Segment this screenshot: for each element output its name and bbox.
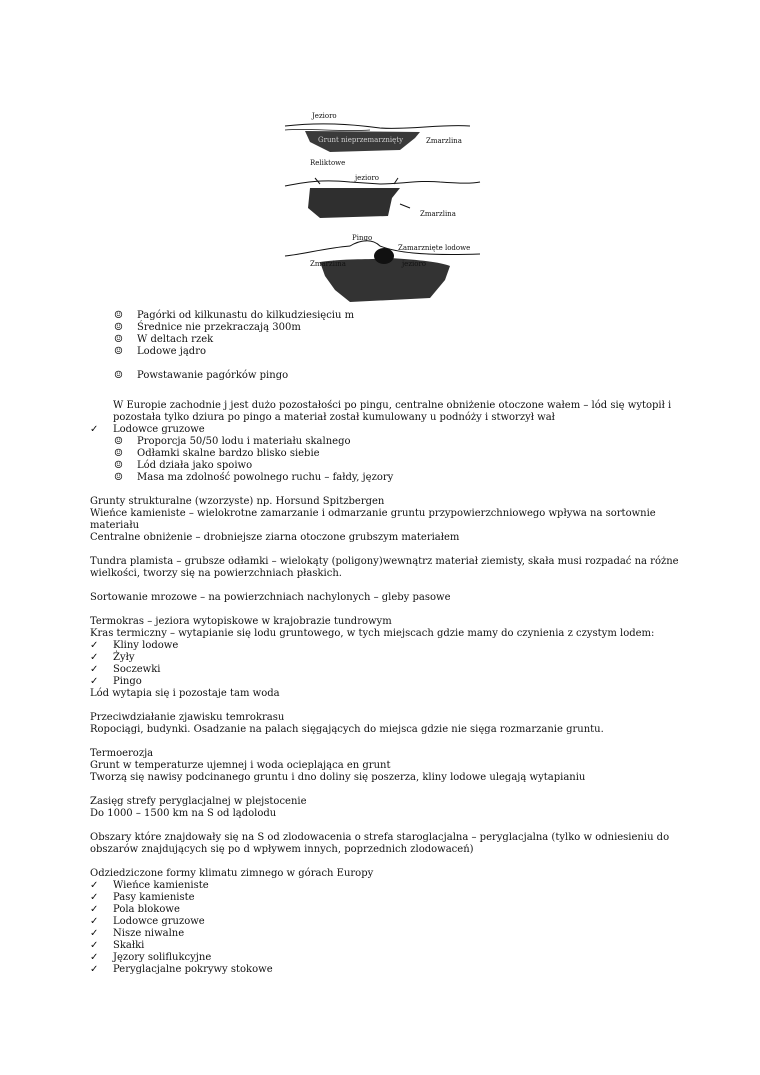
smiley-bullet: ☺ (114, 436, 123, 447)
list-item: ✓ Lodowce gruzowe (90, 424, 205, 435)
sorting-paragraph: Sortowanie mrozowe – na powierzchniach nachylonych – gleby pasowe (90, 592, 451, 603)
check-bullet: ✓ (90, 880, 99, 891)
rock-glaciers-heading-list (90, 424, 680, 436)
extent-text: Do 1000 – 1500 km na S od lądolodu (90, 808, 277, 819)
list-item: ☺ Lodowe jądro (114, 346, 207, 357)
check-bullet: ✓ (90, 676, 99, 687)
thermoerosion-text: Grunt w temperaturze ujemnej i woda ocieplająca en grunt (90, 760, 391, 771)
list-item: ✓ Lodowce gruzowe (90, 916, 205, 927)
structural-soils-title: Grunty strukturalne (wzorzyste) np. Horsund Spitzbergen (90, 496, 385, 507)
inherited-list (90, 880, 680, 976)
check-bullet: ✓ (90, 664, 99, 675)
list-item: ✓ Kliny lodowe (90, 640, 179, 651)
list-item: ✓ Pingo (90, 676, 142, 687)
check-bullet: ✓ (90, 640, 99, 651)
ice-core (374, 248, 394, 264)
list-item: ✓ Nisze niwalne (90, 928, 185, 939)
smiley-bullet: ☺ (114, 334, 123, 345)
label-grunt: Grunt nieprzemarznięty (318, 136, 404, 144)
smiley-bullet: ☺ (114, 460, 123, 471)
list-item: ✓ Jęzory soliflukcyjne (90, 952, 212, 963)
smiley-bullet: ☺ (114, 448, 123, 459)
list-item: ✓ Peryglacjalne pokrywy stokowe (90, 964, 273, 975)
rock-glaciers-list (90, 436, 680, 484)
europe-paragraph: W Europie zachodnie j jest dużo pozostałości po pingu, centralne obniżenie otoczone wałem – lód się wytopił i pozostała tylko dziura po pingo a materiał został kumulowany u podnóży i stworzył wał (113, 400, 672, 423)
structural-soils-text: Wieńce kamieniste – wielokrotne zamarzanie i odmarzanie gruntu przypowierzchniowego wpływa na sortownie materiału (90, 508, 656, 531)
pingo-characteristics-list (90, 310, 680, 358)
tundra-paragraph: Tundra plamista – grubsze odłamki – wielokąty (poligony)wewnątrz materiał ziemisty, skała musi rozpadać na różne wielkości, tworzy się na powierzchniach płaskich. (90, 556, 679, 579)
smiley-bullet: ☺ (114, 370, 123, 381)
list-item: ☺ W deltach rzek (114, 334, 214, 345)
list-item: ☺ Proporcja 50/50 lodu i materiału skalnego (114, 436, 351, 447)
label-pingo: Pingo (352, 234, 373, 242)
smiley-bullet: ☺ (114, 322, 123, 333)
extent-title: Zasięg strefy peryglacjalnej w plejstocenie (90, 796, 307, 807)
pingo-diagram (280, 108, 490, 308)
smiley-bullet: ☺ (114, 346, 123, 357)
thermoerosion-text: Tworzą się nawisy podcinanego gruntu i dno doliny się poszerza, kliny lodowe ulegają wytapianiu (90, 772, 586, 783)
document-body (90, 310, 680, 976)
pingo-formation-list (90, 370, 680, 382)
label-zmarzlina-3: Zmarzlina (310, 260, 346, 268)
label-zmarzlina-1: Zmarzlina (426, 137, 462, 145)
label-zmarzlina-2: Zmarzlina (420, 210, 456, 218)
list-item: ☺ Pagórki od kilkunastu do kilkudziesięciu m (114, 310, 355, 321)
inherited-title: Odziedziczone formy klimatu zimnego w górach Europy (90, 868, 374, 879)
list-item: ✓ Żyły (90, 652, 135, 663)
list-item: ☺ Masa ma zdolność powolnego ruchu – fałdy, jęzory (114, 472, 394, 483)
thermokarst-text: Kras termiczny – wytapianie się lodu gruntowego, w tych miejscach gdzie mamy do czynienia z czystym lodem: (90, 628, 655, 639)
smiley-bullet: ☺ (114, 310, 123, 321)
list-item: ✓ Pasy kamieniste (90, 892, 195, 903)
check-bullet: ✓ (90, 904, 99, 915)
label-zamarzniete: Zamarznięte lodowe (398, 244, 471, 252)
check-bullet: ✓ (90, 952, 99, 963)
surface-line-1b (285, 129, 370, 130)
arrow-2c (400, 204, 410, 208)
thermokarst-after: Lód wytapia się i pozostaje tam woda (90, 688, 280, 699)
counter-title: Przeciwdziałanie zjawisku temrokrasu (90, 712, 285, 723)
list-item: ☺ Średnice nie przekraczają 300m (114, 322, 301, 333)
list-item: ✓ Skałki (90, 940, 145, 951)
label-jezioro-3: jezioro (402, 260, 427, 268)
check-bullet: ✓ (90, 916, 99, 927)
thermokarst-list (90, 640, 680, 688)
check-bullet: ✓ (90, 424, 99, 435)
check-bullet: ✓ (90, 964, 99, 975)
structural-soils-text: Centralne obniżenie – drobniejsze ziarna otoczone grubszym materiałem (90, 532, 460, 543)
pingo-diagram-figure (280, 108, 490, 308)
thermokarst-title: Termokras – jeziora wytopiskowe w krajobrazie tundrowym (90, 616, 392, 627)
list-item: ✓ Pola blokowe (90, 904, 180, 915)
label-jezioro-2: jezioro (355, 174, 380, 182)
smiley-bullet: ☺ (114, 472, 123, 483)
areas-paragraph: Obszary które znajdowały się na S od zlodowacenia o strefa staroglacjalna – peryglacjalna (tylko w odniesieniu do obszarów znajdujących się po d wpływem innych, poprzednich zlodowaceń) (90, 832, 670, 855)
label-jezioro: Jezioro (312, 112, 337, 120)
list-item: ☺ Lód działa jako spoiwo (114, 460, 253, 471)
counter-text: Ropociągi, budynki. Osadzanie na palach sięgających do miejsca gdzie nie sięga rozmarzanie gruntu. (90, 724, 604, 735)
check-bullet: ✓ (90, 928, 99, 939)
list-item: ☺ Powstawanie pagórków pingo (114, 370, 289, 381)
surface-line-2 (285, 181, 480, 186)
list-item: ✓ Soczewki (90, 664, 161, 675)
relict-ice-body (308, 188, 400, 218)
list-item: ☺ Odłamki skalne bardzo blisko siebie (114, 448, 320, 459)
check-bullet: ✓ (90, 652, 99, 663)
check-bullet: ✓ (90, 892, 99, 903)
list-item: ✓ Wieńce kamieniste (90, 880, 209, 891)
check-bullet: ✓ (90, 940, 99, 951)
label-reliktowe: Reliktowe (310, 159, 346, 167)
surface-line-1 (285, 124, 470, 129)
thermoerosion-title: Termoerozja (90, 748, 154, 759)
